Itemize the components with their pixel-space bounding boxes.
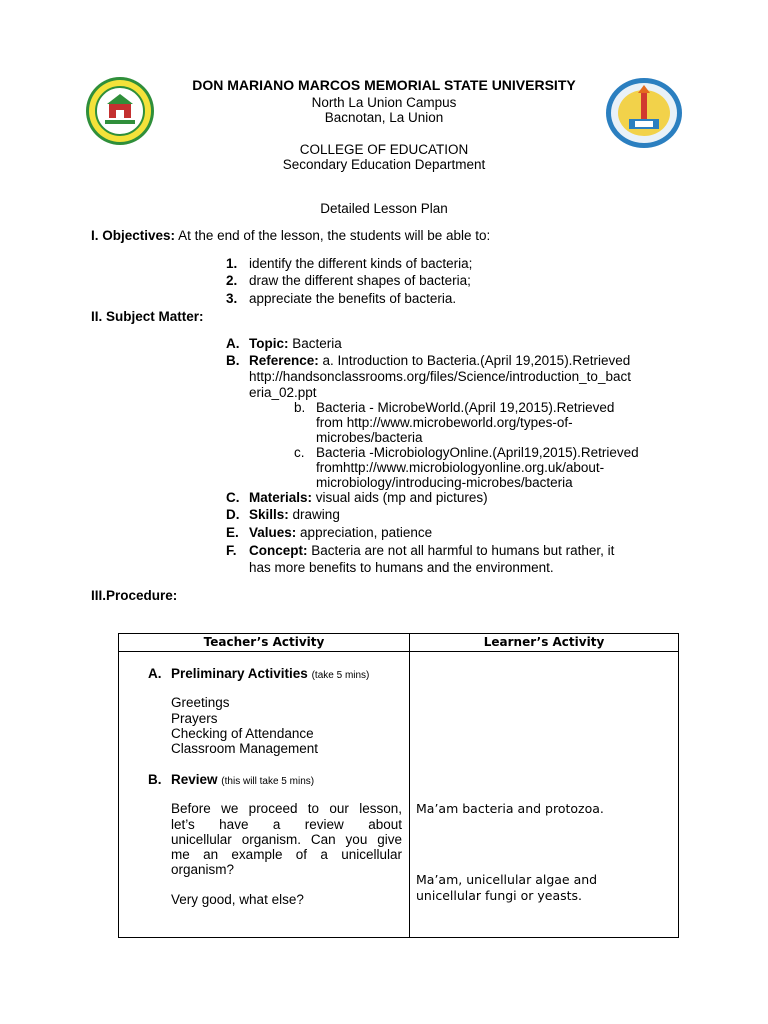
preliminary-item: Classroom Management [171, 741, 319, 756]
subject-letter: E. [226, 525, 239, 540]
learner-activity-header: Learner’s Activity [410, 634, 679, 652]
topic-value: Bacteria [292, 336, 342, 351]
concept-line-1 [249, 543, 614, 559]
teacher-activity-header: Teacher’s Activity [119, 634, 410, 652]
objectives-section [91, 228, 490, 244]
objectives-heading: I. Objectives: [91, 228, 176, 243]
subject-letter: C. [226, 490, 240, 505]
concept-label: Concept: [249, 543, 308, 558]
reference-c-letter: c. [294, 445, 305, 460]
review-title-line [171, 772, 314, 787]
reference-b-letter: b. [294, 400, 306, 415]
reference-b-line-1: Bacteria - MicrobeWorld.(April 19,2015).Retrieved [316, 400, 615, 415]
topic-label: Topic: [249, 336, 289, 351]
materials-line [249, 490, 488, 506]
subject-letter: D. [226, 507, 240, 522]
reference-b-line-2: from http://www.microbeworld.org/types-of- [316, 415, 573, 430]
procedure-table-header [119, 634, 679, 652]
preliminary-title: Preliminary Activities [171, 666, 308, 681]
review-title: Review [171, 772, 218, 787]
preliminary-item: Checking of Attendance [171, 726, 314, 741]
preliminary-note: (take 5 mins) [311, 670, 370, 681]
skills-label: Skills: [249, 507, 289, 522]
objective-number: 1. [226, 256, 238, 271]
preliminary-item: Prayers [171, 711, 218, 726]
campus-location: Bacnotan, La Union [324, 110, 444, 125]
objective-item: draw the different shapes of bacteria; [249, 273, 471, 288]
subject-letter: B. [226, 353, 240, 368]
reference-a-line-1 [249, 353, 630, 369]
reference-a-line-2: http://handsonclassrooms.org/files/Science/introduction_to_bact [249, 369, 631, 384]
concept-text: Bacteria are not all harmful to humans but rather, it [311, 543, 615, 558]
reference-a-line-3: eria_02.ppt [249, 385, 317, 400]
objectives-intro: At the end of the lesson, the students will be able to: [178, 228, 491, 243]
review-question-line: let’s have a review about [171, 817, 402, 832]
reference-label: Reference: [249, 353, 319, 368]
reference-a-text: a. Introduction to Bacteria.(April 19,2015).Retrieved [322, 353, 631, 368]
reference-c-line-2: fromhttp://www.microbiologyonline.org.uk/about- [316, 460, 605, 475]
values-label: Values: [249, 525, 297, 540]
objective-number: 3. [226, 291, 238, 306]
review-question-line: unicellular organism. Can you give [171, 832, 402, 847]
reference-c-line-3: microbiology/introducing-microbes/bacteria [316, 475, 573, 490]
teacher-activity-cell [119, 652, 410, 938]
procedure-heading: III.Procedure: [91, 588, 178, 603]
subject-letter: A. [226, 336, 240, 351]
department-name: Secondary Education Department [282, 157, 486, 172]
subject-matter-heading: II. Subject Matter: [91, 309, 204, 324]
objective-item: appreciate the benefits of bacteria. [249, 291, 457, 306]
campus-name: North La Union Campus [311, 95, 457, 110]
preliminary-title-line [171, 666, 369, 681]
concept-line-2: has more benefits to humans and the environment. [249, 560, 554, 575]
values-line [249, 525, 432, 541]
materials-value: visual aids (mp and pictures) [315, 490, 488, 505]
materials-label: Materials: [249, 490, 313, 505]
preliminary-letter: A. [148, 666, 162, 681]
procedure-table-row [119, 652, 679, 938]
document-title: Detailed Lesson Plan [320, 201, 448, 216]
learner-answer: Ma’am, unicellular algae and [416, 872, 598, 887]
procedure-table [118, 633, 679, 938]
university-name: DON MARIANO MARCOS MEMORIAL STATE UNIVERSITY [192, 77, 576, 93]
review-question-line: me an example of a unicellular [171, 847, 402, 862]
skills-line [249, 507, 340, 523]
reference-b-line-3: microbes/bacteria [316, 430, 423, 445]
learner-answer: unicellular fungi or yeasts. [416, 888, 583, 903]
review-question-line: organism? [171, 862, 235, 877]
skills-value: drawing [292, 507, 340, 522]
values-value: appreciation, patience [300, 525, 433, 540]
objective-item: identify the different kinds of bacteria; [249, 256, 473, 271]
preliminary-item: Greetings [171, 695, 230, 710]
objective-number: 2. [226, 273, 238, 288]
subject-letter: F. [226, 543, 237, 558]
review-note: (this will take 5 mins) [221, 776, 315, 787]
college-name: COLLEGE OF EDUCATION [299, 142, 469, 157]
learner-answer: Ma’am bacteria and protozoa. [416, 801, 604, 816]
teacher-follow-up: Very good, what else? [171, 892, 304, 907]
review-question-line: Before we proceed to our lesson, [171, 801, 402, 816]
topic-line [249, 336, 342, 352]
review-letter: B. [148, 772, 162, 787]
reference-c-line-1: Bacteria -MicrobiologyOnline.(April19,2015).Retrieved [316, 445, 639, 460]
learner-activity-cell [410, 652, 679, 938]
